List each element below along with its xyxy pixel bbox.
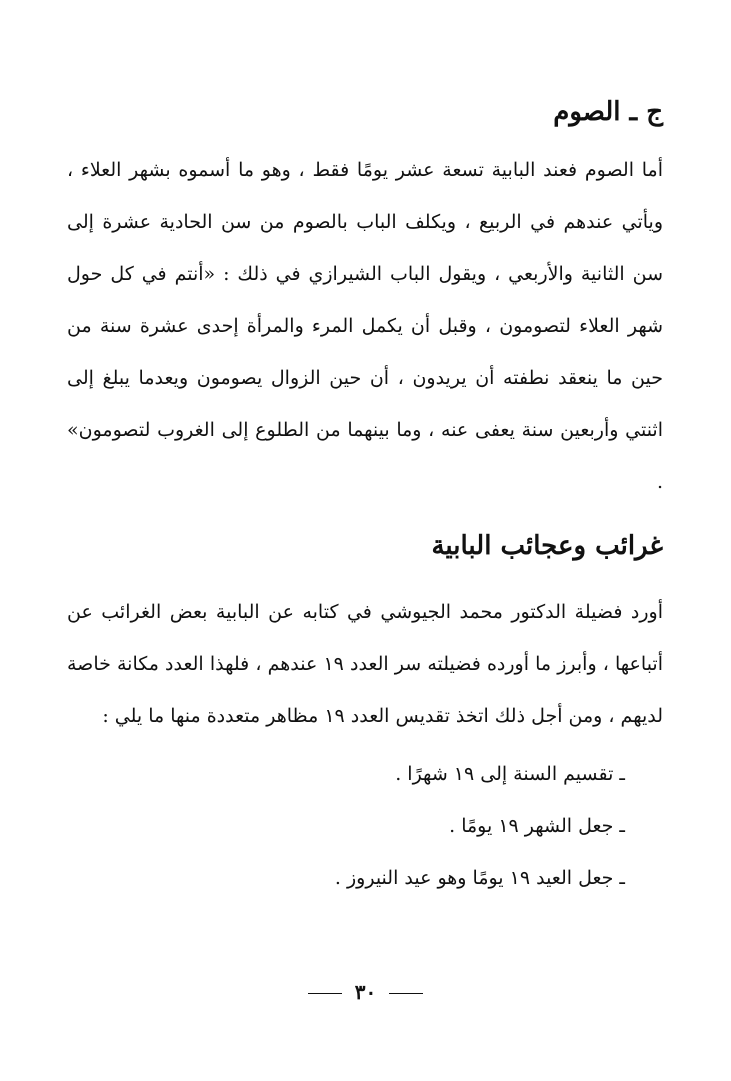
fasting-paragraph: أما الصوم فعند البابية تسعة عشر يومًا فقط ، وهو ما أسموه بشهر العلاء ، ويأتي عندهم في الربيع ، ويكلف الباب بالصوم من سن الحادية عشرة إلى سن الثانية والأربعي ، ويقول الباب الشيرازي في ذلك : «أنتم في كل حول شهر العلاء لتصومون ، وقبل أن يكمل المرء والمرأة إحدى عشرة سنة من حين ما ينعقد نطفته أن يريدون ، أن حين الزوال يصومون ويعدما يبلغ إلى اثنتي وأربعين سنة يعفى عنه ، وما بينهما من الطلوع إلى الغروب لتصومون» . [67, 159, 663, 493]
page-footer [0, 980, 731, 1004]
page-content [67, 84, 663, 904]
list-item: ـ جعل الشهر ١٩ يومًا . [449, 815, 625, 837]
footer-dash-right [389, 993, 423, 994]
footer-dash-left [308, 993, 342, 994]
list-item: ـ تقسيم السنة إلى ١٩ شهرًا . [395, 763, 625, 785]
number-19-list [67, 748, 663, 904]
section-heading-fasting: ج ـ الصوم [553, 97, 663, 127]
section-heading-oddities: غرائب وعجائب البابية [431, 531, 663, 561]
page-number: ٣٠ [354, 980, 377, 1004]
oddities-paragraph: أورد فضيلة الدكتور محمد الجيوشي في كتابه عن البابية بعض الغرائب عن أتباعها ، وأبرز ما أورده فضيلته سر العدد ١٩ عندهم ، فلهذا العدد مكانة خاصة لديهم ، ومن أجل ذلك اتخذ تقديس العدد ١٩ مظاهر متعددة منها ما يلي : [67, 601, 663, 727]
list-item: ـ جعل العيد ١٩ يومًا وهو عيد النيروز . [334, 867, 625, 889]
